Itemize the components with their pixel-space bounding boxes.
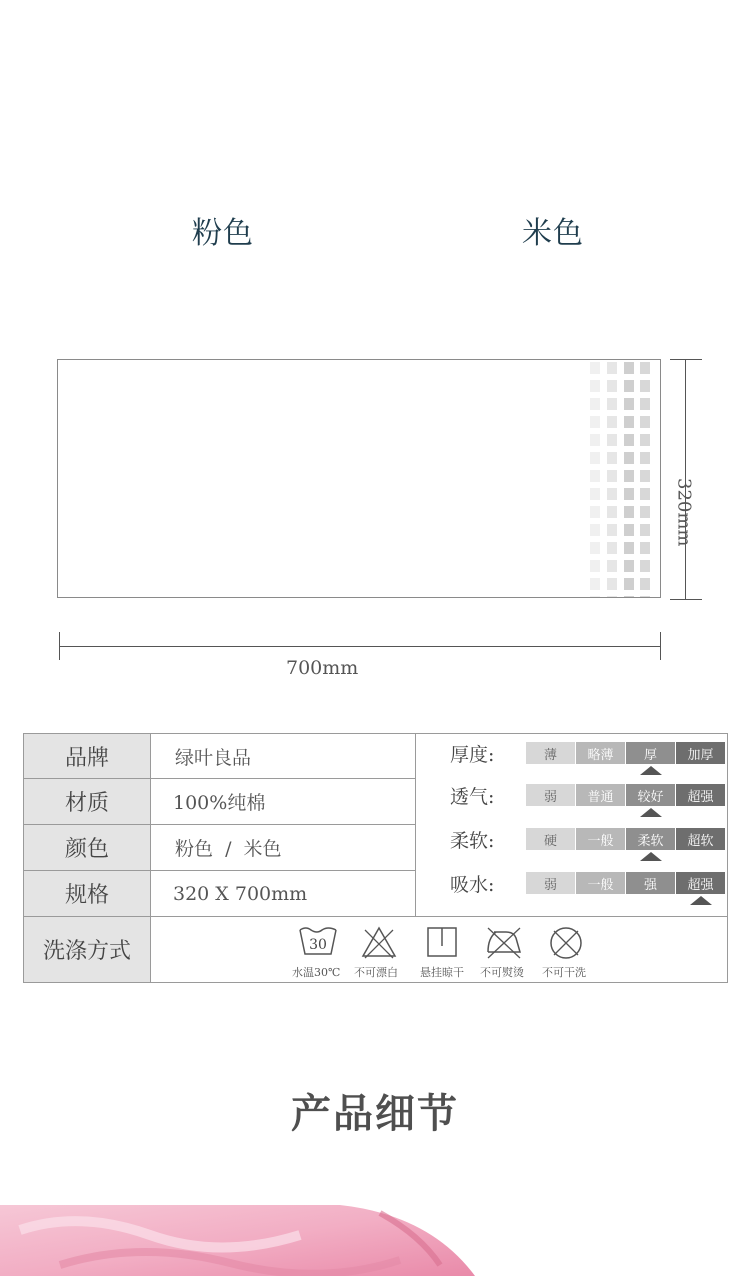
wash-divider <box>150 917 151 982</box>
color-label-beige: 米色 <box>522 216 584 251</box>
height-tick-bottom <box>670 599 702 600</box>
pattern-square <box>590 470 600 482</box>
pattern-square <box>590 452 600 464</box>
pattern-square <box>590 578 600 590</box>
pattern-square <box>624 434 634 446</box>
wash-text-no-iron: 不可熨烫 <box>480 966 524 979</box>
pattern-square <box>590 506 600 518</box>
rating-seg: 一般 <box>576 828 625 850</box>
pattern-square <box>607 434 617 446</box>
pattern-square <box>640 560 650 572</box>
rating-seg: 超软 <box>676 828 725 850</box>
pattern-square <box>590 542 600 554</box>
rating-seg: 弱 <box>526 784 575 806</box>
wash-text-hang-dry: 悬挂晾干 <box>420 966 464 979</box>
wash-text-no-dry-clean: 不可干洗 <box>542 966 586 979</box>
no-bleach-icon <box>357 924 401 960</box>
pattern-square <box>624 506 634 518</box>
rating-seg: 柔软 <box>626 828 675 850</box>
spec-value-brand: 绿叶良品 <box>150 734 415 779</box>
rating-seg: 薄 <box>526 742 575 764</box>
pattern-square <box>640 488 650 500</box>
spec-value-material: 100%纯棉 <box>150 779 415 825</box>
spec-table <box>23 733 728 983</box>
pattern-square <box>590 416 600 428</box>
pattern-square <box>590 560 600 572</box>
pattern-square <box>624 542 634 554</box>
pattern-square <box>607 398 617 410</box>
width-dimension-label: 700mm <box>286 657 359 679</box>
towel-border-pattern <box>588 360 654 598</box>
rating-seg: 强 <box>626 872 675 894</box>
pattern-square <box>624 560 634 572</box>
spec-value-color: 粉色 / 米色 <box>150 825 415 871</box>
pattern-square <box>624 416 634 428</box>
pattern-square <box>624 398 634 410</box>
pattern-square <box>624 488 634 500</box>
pattern-square <box>590 596 600 598</box>
rating-thickness-marker <box>640 766 662 775</box>
height-tick-top <box>670 359 702 360</box>
pattern-square <box>590 488 600 500</box>
spec-label-size: 规格 <box>24 871 150 917</box>
pattern-square <box>640 506 650 518</box>
pattern-square <box>590 398 600 410</box>
pattern-square <box>607 380 617 392</box>
width-dimension-line <box>59 646 661 647</box>
rating-seg: 略薄 <box>576 742 625 764</box>
height-dimension-label: 320mm <box>673 478 695 547</box>
pattern-square <box>607 560 617 572</box>
no-iron-icon <box>482 924 526 960</box>
pattern-square <box>640 542 650 554</box>
pattern-square <box>607 470 617 482</box>
pattern-square <box>640 578 650 590</box>
pattern-square <box>624 452 634 464</box>
pattern-square <box>607 488 617 500</box>
rating-absorbency-label: 吸水: <box>450 873 495 896</box>
towel-diagram <box>57 359 661 598</box>
spec-label-brand: 品牌 <box>24 734 150 779</box>
section-title: 产品细节 <box>291 1090 459 1137</box>
rating-absorbency-marker <box>690 896 712 905</box>
pattern-square <box>624 470 634 482</box>
wash-text-temp: 水温30℃ <box>292 966 341 979</box>
pattern-square <box>607 578 617 590</box>
rating-thickness-label: 厚度: <box>450 743 495 766</box>
spec-value-size: 320 X 700mm <box>150 871 415 917</box>
pattern-square <box>624 578 634 590</box>
rating-seg: 厚 <box>626 742 675 764</box>
ratings-divider <box>415 734 416 917</box>
pattern-square <box>624 596 634 598</box>
pattern-square <box>640 596 650 598</box>
pattern-square <box>624 524 634 536</box>
rating-breathability <box>450 784 726 806</box>
pattern-square <box>640 362 650 374</box>
pattern-square <box>607 506 617 518</box>
pattern-square <box>640 416 650 428</box>
rating-breathability-marker <box>640 808 662 817</box>
pattern-square <box>590 362 600 374</box>
spec-label-color: 颜色 <box>24 825 150 871</box>
pattern-square <box>607 416 617 428</box>
wash-temp-number: 30 <box>309 937 327 953</box>
towel-photo <box>0 1205 750 1276</box>
pattern-square <box>640 380 650 392</box>
rating-seg: 超强 <box>676 872 725 894</box>
pattern-square <box>607 452 617 464</box>
color-label-pink: 粉色 <box>192 216 254 251</box>
wash-text-no-bleach: 不可漂白 <box>354 966 398 979</box>
rating-seg: 较好 <box>626 784 675 806</box>
rating-seg: 一般 <box>576 872 625 894</box>
pattern-square <box>624 380 634 392</box>
rating-seg: 普通 <box>576 784 625 806</box>
pattern-square <box>624 362 634 374</box>
no-dry-clean-icon <box>544 924 588 960</box>
rating-seg: 加厚 <box>676 742 725 764</box>
pattern-square <box>640 398 650 410</box>
rating-breathability-label: 透气: <box>450 785 495 808</box>
wash-label: 洗涤方式 <box>24 917 150 982</box>
pattern-square <box>590 524 600 536</box>
rating-softness-label: 柔软: <box>450 829 495 852</box>
rating-absorbency <box>450 872 726 894</box>
pattern-square <box>607 362 617 374</box>
rating-seg: 超强 <box>676 784 725 806</box>
hang-dry-icon <box>420 924 464 960</box>
pattern-square <box>607 542 617 554</box>
spec-label-material: 材质 <box>24 779 150 825</box>
rating-seg: 硬 <box>526 828 575 850</box>
pattern-square <box>607 524 617 536</box>
rating-softness <box>450 828 726 850</box>
pattern-square <box>607 596 617 598</box>
pattern-square <box>640 434 650 446</box>
rating-thickness <box>450 742 726 764</box>
pattern-square <box>640 470 650 482</box>
pattern-square <box>590 434 600 446</box>
ratings-bottom-line <box>415 916 728 917</box>
pattern-square <box>640 524 650 536</box>
rating-seg: 弱 <box>526 872 575 894</box>
pattern-square <box>590 380 600 392</box>
pattern-square <box>640 452 650 464</box>
rating-softness-marker <box>640 852 662 861</box>
wash-30-icon <box>296 924 340 960</box>
